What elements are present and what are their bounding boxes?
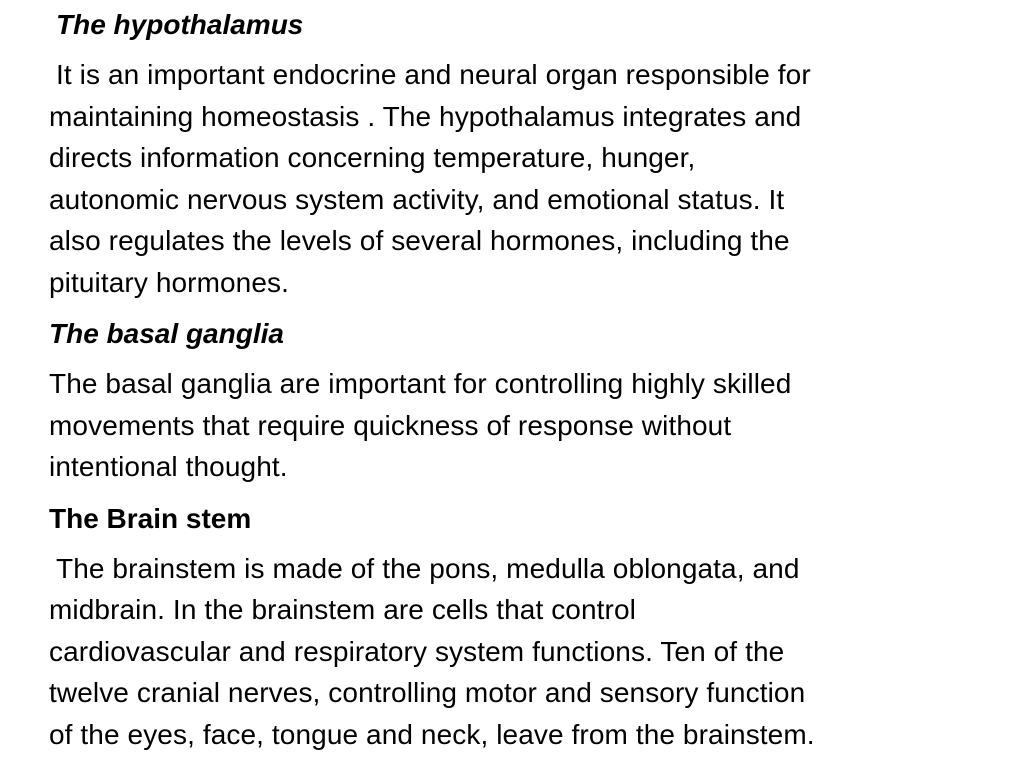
section-brain-stem bbox=[49, 498, 1014, 756]
section-body-brain-stem bbox=[49, 548, 1014, 756]
section-basal-ganglia bbox=[49, 313, 1014, 488]
body-line: The brainstem is made of the pons, medulla oblongata, and bbox=[56, 552, 800, 584]
body-line: autonomic nervous system activity, and emotional status. It bbox=[49, 183, 785, 215]
body-line: intentional thought. bbox=[49, 451, 288, 482]
section-hypothalamus bbox=[49, 4, 1014, 303]
body-line: of the eyes, face, tongue and neck, leave from the brainstem. bbox=[49, 718, 815, 750]
body-line: It is an important endocrine and neural organ responsible for bbox=[56, 59, 811, 90]
body-line: pituitary hormones. bbox=[49, 266, 290, 298]
body-line: maintaining homeostasis . The hypothalamus integrates and bbox=[49, 100, 802, 132]
body-line: also regulates the levels of several hormones, including the bbox=[49, 225, 790, 256]
section-heading-basal-ganglia: The basal ganglia bbox=[49, 318, 284, 349]
body-line: The basal ganglia are important for controlling highly skilled bbox=[49, 368, 792, 399]
body-line: midbrain. In the brainstem are cells that control bbox=[49, 594, 636, 625]
slide-content bbox=[49, 4, 1014, 755]
section-body-hypothalamus bbox=[49, 54, 1014, 303]
body-line: movements that require quickness of response without bbox=[49, 409, 732, 441]
section-heading-hypothalamus: The hypothalamus bbox=[56, 9, 304, 40]
section-heading-brain-stem: The Brain stem bbox=[49, 502, 252, 534]
section-body-basal-ganglia bbox=[49, 363, 1014, 488]
body-line: directs information concerning temperature, hunger, bbox=[49, 142, 696, 173]
body-line: twelve cranial nerves, controlling motor and sensory function bbox=[49, 677, 806, 708]
body-line: cardiovascular and respiratory system functions. Ten of the bbox=[49, 635, 785, 667]
